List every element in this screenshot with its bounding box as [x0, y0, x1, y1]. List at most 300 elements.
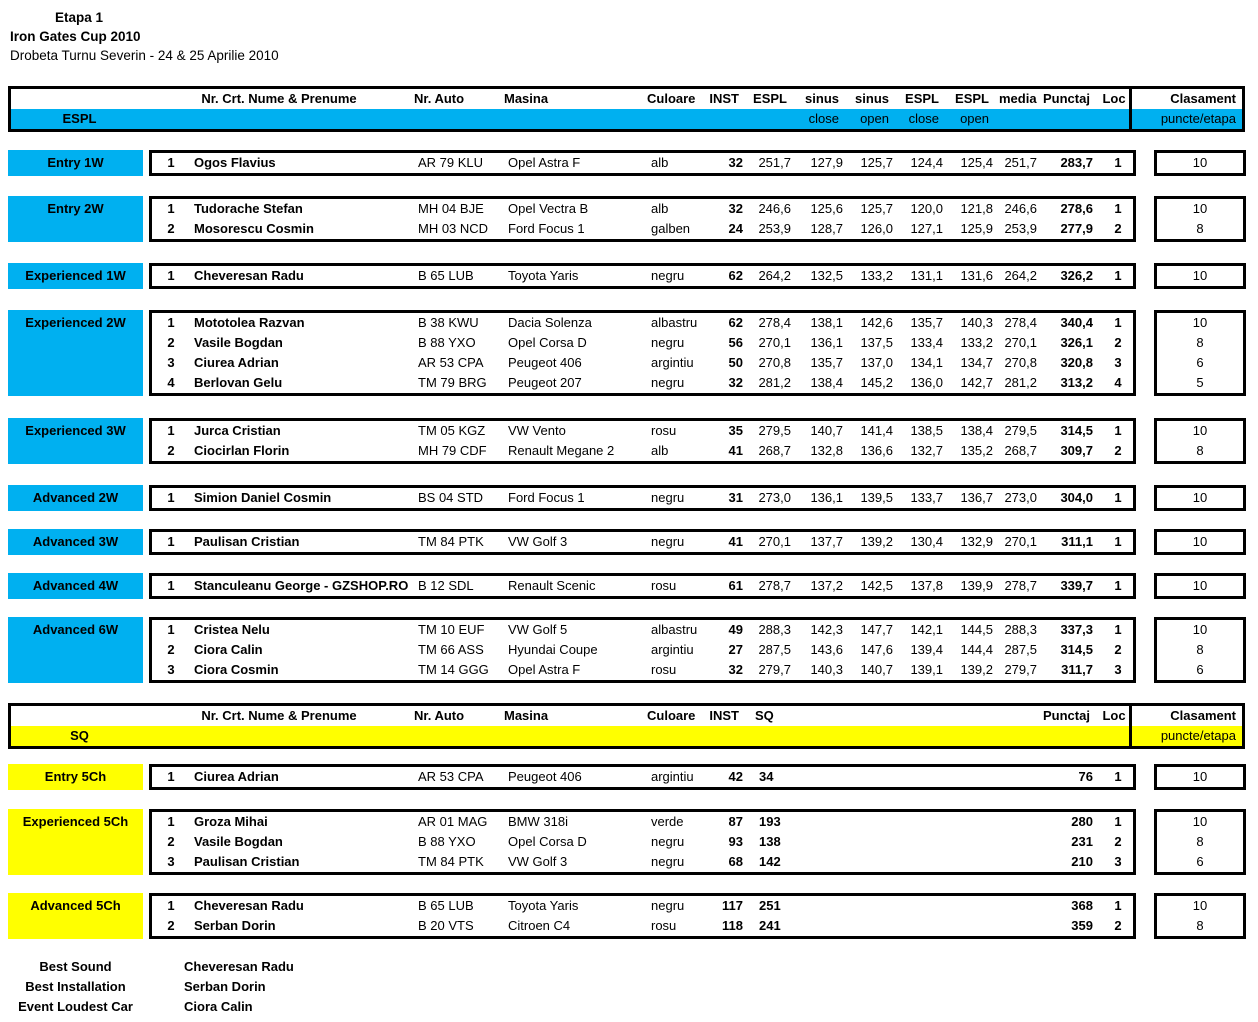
col-inst: INST	[709, 91, 739, 106]
espl-close-score-cell: 142,1	[910, 622, 943, 637]
espl-open-score-cell: 144,5	[960, 622, 993, 637]
car-color-cell: galben	[651, 221, 691, 236]
car-model-cell: Peugeot 406	[508, 769, 582, 784]
clasament-points: 10	[1192, 534, 1208, 549]
row-number-cell: 2	[167, 335, 175, 350]
car-color-cell: negru	[651, 854, 685, 869]
row-number-cell: 1	[167, 898, 175, 913]
col-masina: Masina	[504, 708, 549, 723]
clasament-points: 8	[1196, 443, 1204, 458]
media-score-cell: 270,1	[1004, 335, 1037, 350]
media-score-cell: 279,7	[1004, 662, 1037, 677]
punctaj-score-cell: 311,1	[1061, 534, 1093, 549]
espl-score-cell: 270,1	[758, 534, 791, 549]
inst-score-cell: 117	[722, 898, 743, 913]
punctaj-score-cell: 339,7	[1060, 578, 1093, 593]
category-label: Experienced 5Ch	[8, 809, 143, 875]
espl-score-cell: 279,7	[758, 662, 791, 677]
award-row	[8, 997, 1258, 1017]
driver-name-cell: Ogos Flavius	[194, 155, 276, 170]
inst-score-cell: 24	[728, 221, 743, 236]
row-number-cell: 2	[167, 834, 175, 849]
table-row	[152, 333, 1133, 353]
table-row	[152, 576, 1133, 596]
car-model-cell: Renault Scenic	[508, 578, 596, 593]
espl-open-score-cell: 135,2	[960, 443, 993, 458]
clasament-points: 8	[1196, 642, 1204, 657]
category-label: Advanced 4W	[8, 573, 143, 599]
clasament-box	[1154, 263, 1246, 289]
clasament-points: 10	[1192, 155, 1208, 170]
punctaj-score-cell: 283,7	[1060, 155, 1093, 170]
loc-rank-cell: 1	[1114, 769, 1122, 784]
espl-score-cell: 251,7	[758, 155, 791, 170]
car-model-cell: Ford Focus 1	[508, 490, 585, 505]
col-masina: Masina	[504, 91, 549, 106]
results-box	[149, 418, 1136, 464]
inst-score-cell: 35	[728, 423, 743, 438]
sinus-open-score-cell: 142,5	[860, 578, 893, 593]
espl-close-score-cell: 138,5	[910, 423, 943, 438]
car-model-cell: Opel Astra F	[508, 155, 581, 170]
sinus-close-score-cell: 140,3	[810, 662, 843, 677]
car-plate-cell: B 65 LUB	[418, 268, 474, 283]
espl-open-score-cell: 138,4	[960, 423, 993, 438]
col-punctaj: Punctaj	[1043, 91, 1090, 106]
col-sinus-close: sinus	[805, 91, 839, 106]
col-loc: Loc	[1102, 91, 1126, 106]
car-plate-cell: TM 66 ASS	[418, 642, 484, 657]
espl-close-score-cell: 120,0	[910, 201, 943, 216]
espl-score-cell: 270,8	[758, 355, 791, 370]
table-row	[152, 640, 1133, 660]
sinus-close-score-cell: 127,9	[810, 155, 843, 170]
punctaj-score-cell: 304,0	[1060, 490, 1093, 505]
sinus-open-score-cell: 136,6	[860, 443, 893, 458]
table-row	[152, 832, 1133, 852]
loc-rank-cell: 2	[1114, 221, 1122, 236]
driver-name-cell: Ciora Cosmin	[194, 662, 279, 677]
col-inst: INST	[709, 708, 739, 723]
sinus-close-score-cell: 142,3	[810, 622, 843, 637]
row-number-cell: 1	[167, 490, 175, 505]
loc-rank-cell: 4	[1114, 375, 1122, 390]
clasament-box	[1154, 809, 1246, 875]
sinus-open-score-cell: 125,7	[860, 201, 893, 216]
driver-name-cell: Paulisan Cristian	[194, 854, 300, 869]
clasament-box	[1154, 418, 1246, 464]
results-box	[149, 529, 1136, 555]
punctaj-score-cell: 313,2	[1060, 375, 1093, 390]
inst-score-cell: 118	[722, 918, 743, 933]
car-plate-cell: AR 53 CPA	[418, 355, 484, 370]
driver-name-cell: Mosorescu Cosmin	[194, 221, 314, 236]
car-plate-cell: B 38 KWU	[418, 315, 479, 330]
car-plate-cell: B 88 YXO	[418, 335, 476, 350]
punctaj-score-cell: 326,1	[1060, 335, 1093, 350]
espl-open-score-cell: 121,8	[960, 201, 993, 216]
category-label: Entry 2W	[8, 196, 143, 242]
col-espl: ESPL	[753, 91, 787, 106]
punctaj-score-cell: 210	[1071, 854, 1093, 869]
car-plate-cell: TM 84 PTK	[418, 534, 484, 549]
spacer-cell	[801, 896, 1047, 916]
category-label: Entry 1W	[8, 150, 143, 176]
row-number-cell: 1	[167, 814, 175, 829]
espl-close-score-cell: 139,1	[910, 662, 943, 677]
espl-close-score-cell: 136,0	[910, 375, 943, 390]
results-box	[149, 196, 1136, 242]
category-label: Experienced 3W	[8, 418, 143, 464]
clasament-points: 10	[1192, 268, 1208, 283]
driver-name-cell: Ciocirlan Florin	[194, 443, 290, 458]
table-row	[152, 313, 1133, 333]
punctaj-score-cell: 337,3	[1060, 622, 1093, 637]
espl-open-score-cell: 139,9	[960, 578, 993, 593]
row-number-cell: 2	[167, 221, 175, 236]
sinus-close-score-cell: 137,7	[810, 534, 843, 549]
car-plate-cell: AR 01 MAG	[418, 814, 488, 829]
car-plate-cell: B 65 LUB	[418, 898, 474, 913]
espl-open-score-cell: 144,4	[960, 642, 993, 657]
loc-rank-cell: 3	[1114, 662, 1122, 677]
driver-name-cell: Paulisan Cristian	[194, 534, 300, 549]
category-label: Advanced 3W	[8, 529, 143, 555]
espl-close-score-cell: 139,4	[910, 642, 943, 657]
spacer-cell	[801, 852, 1047, 872]
award-row	[8, 977, 1258, 997]
driver-name-cell: Cristea Nelu	[194, 622, 270, 637]
sq-header-row-1	[11, 706, 1242, 726]
inst-score-cell: 32	[728, 201, 743, 216]
sinus-open-score-cell: 142,6	[860, 315, 893, 330]
espl-header-row-1	[11, 89, 1242, 109]
media-score-cell: 253,9	[1004, 221, 1037, 236]
category-section	[8, 893, 1258, 939]
espl-open-score-cell: 140,3	[960, 315, 993, 330]
clasament-points: 10	[1192, 315, 1208, 330]
col-nr-auto: Nr. Auto	[414, 91, 465, 106]
sq-score-cell: 193	[759, 814, 781, 829]
clasament-points: 10	[1192, 201, 1208, 216]
car-plate-cell: TM 10 EUF	[418, 622, 485, 637]
espl-open-score-cell: 133,2	[960, 335, 993, 350]
car-color-cell: rosu	[651, 918, 677, 933]
category-section	[8, 310, 1258, 396]
sinus-open-score-cell: 126,0	[860, 221, 893, 236]
car-plate-cell: MH 79 CDF	[418, 443, 487, 458]
category-label: Advanced 6W	[8, 617, 143, 683]
sinus-open-score-cell: 133,2	[860, 268, 893, 283]
espl-open-score-cell: 132,9	[960, 534, 993, 549]
loc-rank-cell: 1	[1114, 423, 1122, 438]
car-model-cell: Opel Corsa D	[508, 834, 587, 849]
media-score-cell: 251,7	[1004, 155, 1037, 170]
car-model-cell: BMW 318i	[508, 814, 568, 829]
loc-rank-cell: 1	[1114, 534, 1122, 549]
car-color-cell: alb	[651, 443, 669, 458]
results-box	[149, 150, 1136, 176]
loc-rank-cell: 1	[1114, 201, 1122, 216]
clasament-box	[1154, 617, 1246, 683]
espl-close-score-cell: 133,4	[910, 335, 943, 350]
media-score-cell: 279,5	[1004, 423, 1037, 438]
document-header	[8, 8, 1258, 65]
loc-rank-cell: 1	[1114, 490, 1122, 505]
inst-score-cell: 32	[728, 662, 743, 677]
results-box	[149, 617, 1136, 683]
sinus-close-score-cell: 132,8	[810, 443, 843, 458]
loc-rank-cell: 2	[1114, 443, 1122, 458]
media-score-cell: 268,7	[1004, 443, 1037, 458]
espl-score-cell: 279,5	[758, 423, 791, 438]
espl-open-score-cell: 134,7	[960, 355, 993, 370]
car-plate-cell: TM 79 BRG	[418, 375, 487, 390]
driver-name-cell: Tudorache Stefan	[194, 201, 303, 216]
driver-name-cell: Cheveresan Radu	[194, 268, 304, 283]
driver-name-cell: Stanculeanu George - GZSHOP.RO	[194, 578, 409, 593]
media-score-cell: 264,2	[1004, 268, 1037, 283]
car-model-cell: Peugeot 207	[508, 375, 582, 390]
inst-score-cell: 61	[728, 578, 743, 593]
clasament-box	[1154, 893, 1246, 939]
col-media: media	[999, 91, 1037, 106]
sq-band-label: SQ	[70, 728, 89, 743]
sub-col-puncte-etapa: puncte/etapa	[1129, 726, 1242, 746]
espl-close-score-cell: 130,4	[910, 534, 943, 549]
col-clasament: Clasament	[1129, 89, 1242, 109]
espl-open-score-cell: 136,7	[960, 490, 993, 505]
sinus-close-score-cell: 138,1	[810, 315, 843, 330]
car-model-cell: Opel Corsa D	[508, 335, 587, 350]
loc-rank-cell: 3	[1114, 854, 1122, 869]
row-number-cell: 1	[167, 201, 175, 216]
car-model-cell: Renault Megane 2	[508, 443, 615, 458]
clasament-points: 8	[1196, 221, 1204, 236]
car-color-cell: negru	[651, 335, 685, 350]
espl-close-score-cell: 132,7	[910, 443, 943, 458]
category-section	[8, 485, 1258, 511]
row-number-cell: 1	[167, 423, 175, 438]
espl-close-score-cell: 135,7	[910, 315, 943, 330]
car-model-cell: Toyota Yaris	[508, 898, 579, 913]
results-box	[149, 263, 1136, 289]
car-model-cell: Citroen C4	[508, 918, 571, 933]
col-nr-auto: Nr. Auto	[414, 708, 465, 723]
results-box	[149, 893, 1136, 939]
results-box	[149, 310, 1136, 396]
clasament-points: 8	[1196, 918, 1204, 933]
table-row	[152, 373, 1133, 393]
punctaj-score-cell: 314,5	[1060, 423, 1093, 438]
clasament-box	[1154, 310, 1246, 396]
media-score-cell: 273,0	[1004, 490, 1037, 505]
driver-name-cell: Serban Dorin	[194, 918, 276, 933]
award-label: Best Sound	[39, 959, 112, 974]
category-label: Experienced 1W	[8, 263, 143, 289]
award-winner: Cheveresan Radu	[184, 959, 294, 974]
car-color-cell: negru	[651, 490, 685, 505]
col-espl-open: ESPL	[955, 91, 989, 106]
award-label: Event Loudest Car	[18, 999, 133, 1014]
row-number-cell: 1	[167, 268, 175, 283]
media-score-cell: 278,7	[1004, 578, 1037, 593]
clasament-points: 10	[1192, 814, 1208, 829]
espl-open-score-cell: 139,2	[960, 662, 993, 677]
clasament-points: 8	[1196, 335, 1204, 350]
car-model-cell: Opel Astra F	[508, 662, 581, 677]
sinus-close-score-cell: 132,5	[810, 268, 843, 283]
table-row	[152, 896, 1133, 916]
car-color-cell: rosu	[651, 662, 677, 677]
espl-open-score-cell: 125,9	[960, 221, 993, 236]
car-plate-cell: AR 53 CPA	[418, 769, 484, 784]
clasament-box	[1154, 150, 1246, 176]
clasament-points: 6	[1196, 854, 1204, 869]
category-section	[8, 764, 1258, 790]
sub-col-puncte-etapa: puncte/etapa	[1129, 109, 1242, 129]
clasament-box	[1154, 764, 1246, 790]
espl-table-header	[8, 86, 1245, 132]
punctaj-score-cell: 311,7	[1061, 662, 1093, 677]
clasament-points: 10	[1192, 622, 1208, 637]
punctaj-score-cell: 368	[1071, 898, 1093, 913]
results-box	[149, 809, 1136, 875]
car-model-cell: VW Golf 3	[508, 534, 568, 549]
table-row	[152, 767, 1133, 787]
espl-open-score-cell: 142,7	[960, 375, 993, 390]
sinus-close-score-cell: 136,1	[810, 335, 843, 350]
punctaj-score-cell: 231	[1071, 834, 1093, 849]
espl-score-cell: 268,7	[758, 443, 791, 458]
table-row	[152, 812, 1133, 832]
award-winner: Serban Dorin	[184, 979, 266, 994]
media-score-cell: 287,5	[1004, 642, 1037, 657]
loc-rank-cell: 1	[1114, 315, 1122, 330]
media-score-cell: 270,8	[1004, 355, 1037, 370]
loc-rank-cell: 3	[1114, 355, 1122, 370]
espl-header-row-2	[11, 109, 1242, 129]
spacer-cell	[801, 812, 1047, 832]
espl-score-cell: 278,7	[758, 578, 791, 593]
punctaj-score-cell: 314,5	[1060, 642, 1093, 657]
car-color-cell: rosu	[651, 423, 677, 438]
sub-col-close-1: close	[808, 111, 839, 126]
category-section	[8, 263, 1258, 289]
inst-score-cell: 62	[728, 268, 743, 283]
inst-score-cell: 56	[728, 335, 743, 350]
special-awards	[8, 957, 1258, 1017]
driver-name-cell: Ciurea Adrian	[194, 355, 279, 370]
driver-name-cell: Ciurea Adrian	[194, 769, 279, 784]
sub-col-close-2: close	[908, 111, 939, 126]
row-number-cell: 2	[167, 918, 175, 933]
col-clasament: Clasament	[1129, 706, 1242, 726]
inst-score-cell: 87	[728, 814, 743, 829]
punctaj-score-cell: 278,6	[1060, 201, 1093, 216]
loc-rank-cell: 2	[1114, 335, 1122, 350]
inst-score-cell: 68	[728, 854, 743, 869]
driver-name-cell: Vasile Bogdan	[194, 335, 283, 350]
clasament-points: 8	[1196, 834, 1204, 849]
table-row	[152, 660, 1133, 680]
espl-open-score-cell: 131,6	[960, 268, 993, 283]
inst-score-cell: 31	[728, 490, 743, 505]
inst-score-cell: 41	[728, 443, 743, 458]
media-score-cell: 270,1	[1004, 534, 1037, 549]
table-row	[152, 421, 1133, 441]
espl-score-cell: 281,2	[758, 375, 791, 390]
punctaj-score-cell: 359	[1071, 918, 1093, 933]
table-row	[152, 852, 1133, 872]
punctaj-score-cell: 309,7	[1060, 443, 1093, 458]
sq-score-cell: 142	[759, 854, 781, 869]
car-color-cell: albastru	[651, 622, 698, 637]
clasament-box	[1154, 196, 1246, 242]
sinus-close-score-cell: 125,6	[810, 201, 843, 216]
col-sinus-open: sinus	[855, 91, 889, 106]
event-title: Iron Gates Cup 2010	[10, 29, 141, 44]
sinus-open-score-cell: 139,2	[860, 534, 893, 549]
car-color-cell: argintiu	[651, 355, 694, 370]
loc-rank-cell: 1	[1114, 268, 1122, 283]
loc-rank-cell: 1	[1114, 155, 1122, 170]
car-color-cell: argintiu	[651, 642, 694, 657]
car-color-cell: alb	[651, 201, 669, 216]
row-number-cell: 2	[167, 443, 175, 458]
table-row	[152, 532, 1133, 552]
inst-score-cell: 93	[728, 834, 743, 849]
car-color-cell: negru	[651, 375, 685, 390]
espl-sections	[8, 150, 1258, 683]
espl-close-score-cell: 133,7	[910, 490, 943, 505]
car-model-cell: Toyota Yaris	[508, 268, 579, 283]
category-section	[8, 617, 1258, 683]
driver-name-cell: Mototolea Razvan	[194, 315, 305, 330]
clasament-box	[1154, 485, 1246, 511]
car-color-cell: negru	[651, 898, 685, 913]
table-row	[152, 488, 1133, 508]
driver-name-cell: Groza Mihai	[194, 814, 268, 829]
inst-score-cell: 32	[728, 155, 743, 170]
car-color-cell: rosu	[651, 578, 677, 593]
sinus-close-score-cell: 135,7	[810, 355, 843, 370]
clasament-points: 10	[1192, 578, 1208, 593]
clasament-points: 5	[1196, 375, 1204, 390]
sinus-close-score-cell: 143,6	[810, 642, 843, 657]
punctaj-score-cell: 280	[1071, 814, 1093, 829]
loc-rank-cell: 1	[1114, 622, 1122, 637]
punctaj-score-cell: 326,2	[1060, 268, 1093, 283]
inst-score-cell: 62	[728, 315, 743, 330]
car-plate-cell: TM 05 KGZ	[418, 423, 486, 438]
loc-rank-cell: 1	[1114, 814, 1122, 829]
category-label: Entry 5Ch	[8, 764, 143, 790]
inst-score-cell: 41	[728, 534, 743, 549]
inst-score-cell: 49	[728, 622, 743, 637]
results-box	[149, 573, 1136, 599]
car-color-cell: negru	[651, 834, 685, 849]
sub-col-open-1: open	[860, 111, 889, 126]
spacer-cell	[801, 832, 1047, 852]
car-model-cell: Opel Vectra B	[508, 201, 589, 216]
espl-close-score-cell: 131,1	[910, 268, 943, 283]
row-number-cell: 1	[167, 155, 175, 170]
category-section	[8, 418, 1258, 464]
category-label: Advanced 2W	[8, 485, 143, 511]
clasament-points: 10	[1192, 423, 1208, 438]
espl-score-cell: 288,3	[758, 622, 791, 637]
